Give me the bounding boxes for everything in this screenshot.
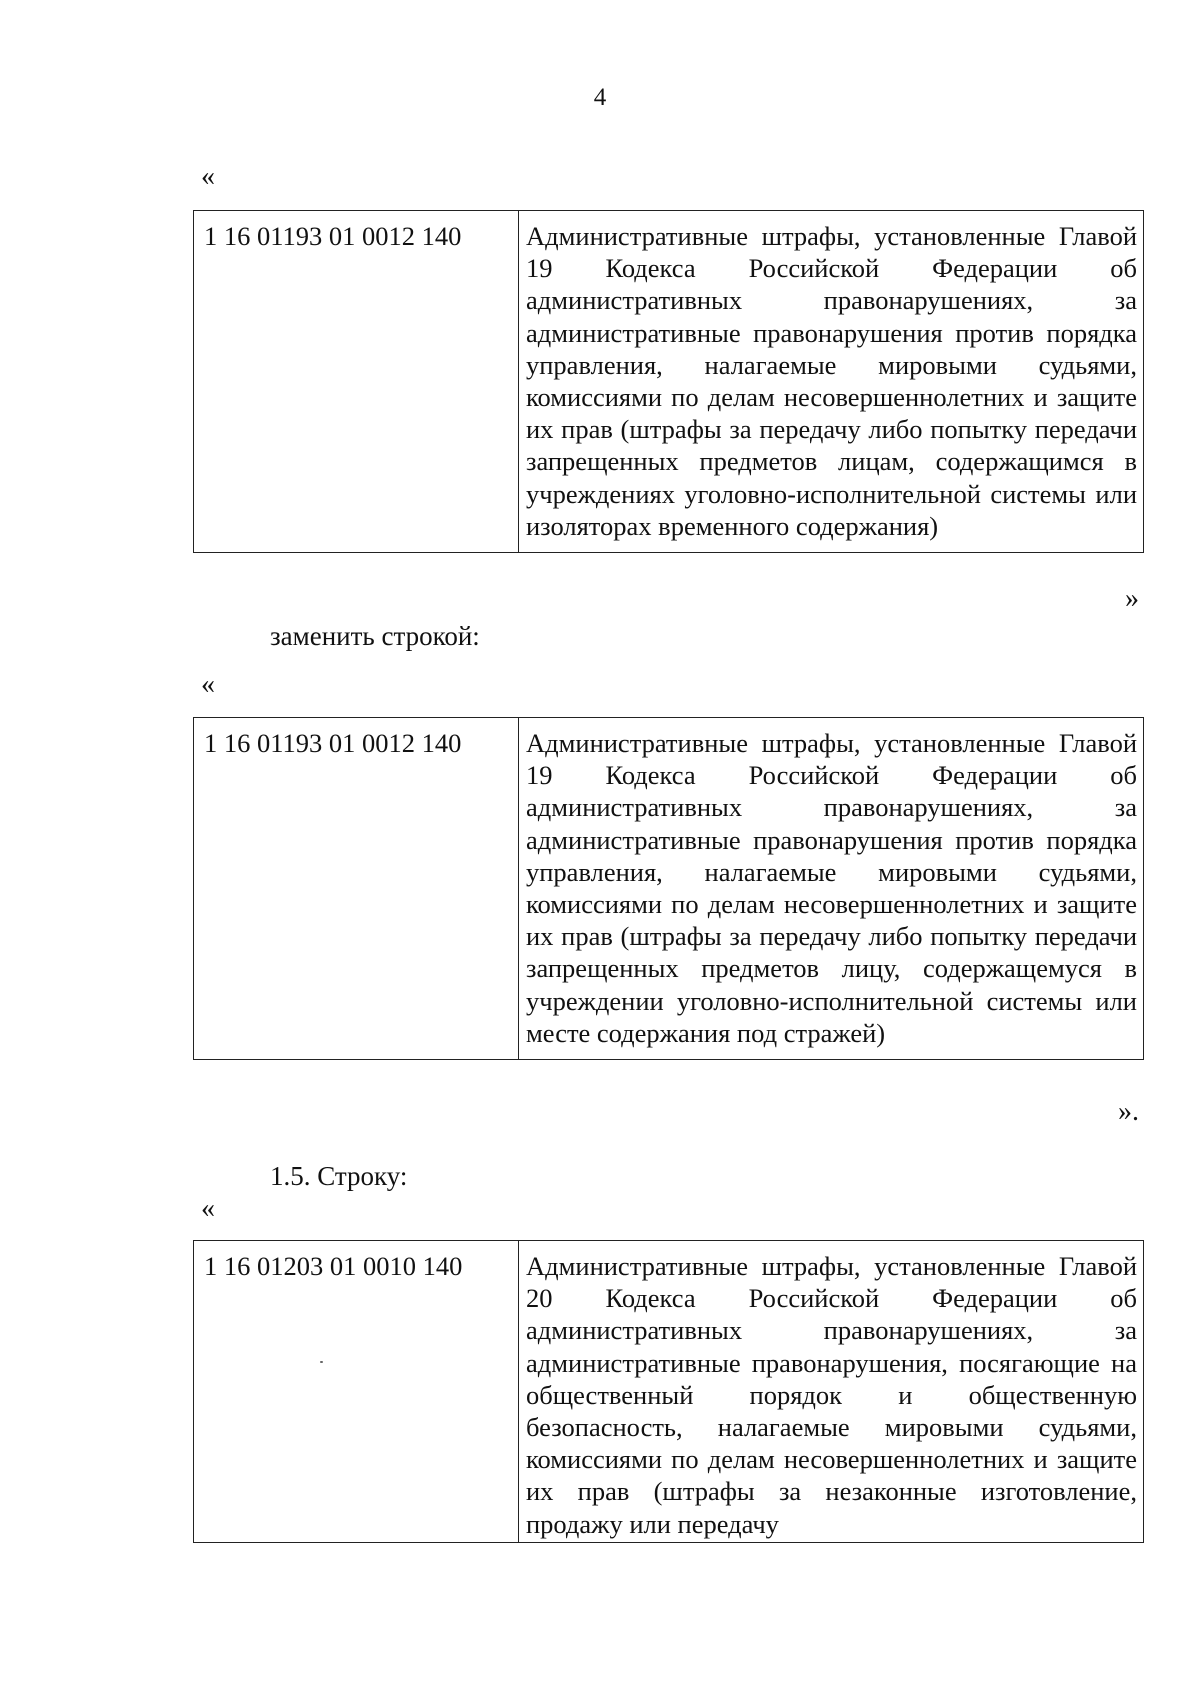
description-cell: Административные штрафы, установленные Главой 19 Кодекса Российской Федерации об административных правонарушениях, за административные правонарушения против порядка управления, налагаемые мировыми судьями, комиссиями по делам несовершеннолетних и защите их прав (штрафы за передачу либо попытку передачи запрещенных предметов лицам, содержащимся в учреждениях уголовно-исполнительной системы или изоляторах временного содержания) xyxy=(519,211,1144,553)
table-row xyxy=(194,718,1144,1060)
budget-code-cell: 1 16 01193 01 0012 140 xyxy=(194,718,519,1060)
budget-code-text: 1 16 01203 01 0010 140 xyxy=(204,1251,463,1281)
quote-close-1: » xyxy=(1125,583,1139,614)
table-row xyxy=(194,211,1144,553)
code-table-3 xyxy=(193,1240,1144,1543)
quote-open-2: « xyxy=(201,669,215,700)
page-number: 4 xyxy=(593,84,607,111)
description-cell: Административные штрафы, установленные Главой 19 Кодекса Российской Федерации об административных правонарушениях, за административные правонарушения против порядка управления, налагаемые мировыми судьями, комиссиями по делам несовершеннолетних и защите их прав (штрафы за передачу либо попытку передачи запрещенных предметов лицу, содержащемуся в учреждении уголовно-исполнительной системы или месте содержания под стражей) xyxy=(519,718,1144,1060)
scan-speck xyxy=(320,1361,323,1363)
description-cell: Административные штрафы, установленные Главой 20 Кодекса Российской Федерации об административных правонарушениях, за административные правонарушения, посягающие на общественный порядок и общественную безопасность, налагаемые мировыми судьями, комиссиями по делам несовершеннолетних и защите их прав (штрафы за незаконные изготовление, продажу или передачу xyxy=(519,1241,1144,1543)
budget-code-cell: 1 16 01193 01 0012 140 xyxy=(194,211,519,553)
code-table-2 xyxy=(193,717,1144,1060)
budget-code-cell xyxy=(194,1241,519,1543)
code-table-1 xyxy=(193,210,1144,553)
quote-open-1: « xyxy=(201,161,215,192)
table-row xyxy=(194,1241,1144,1543)
section-heading: 1.5. Строку: xyxy=(270,1161,408,1191)
quote-open-3: « xyxy=(201,1193,215,1224)
replace-instruction: заменить строкой: xyxy=(270,621,480,651)
quote-close-2: ». xyxy=(1118,1096,1139,1127)
